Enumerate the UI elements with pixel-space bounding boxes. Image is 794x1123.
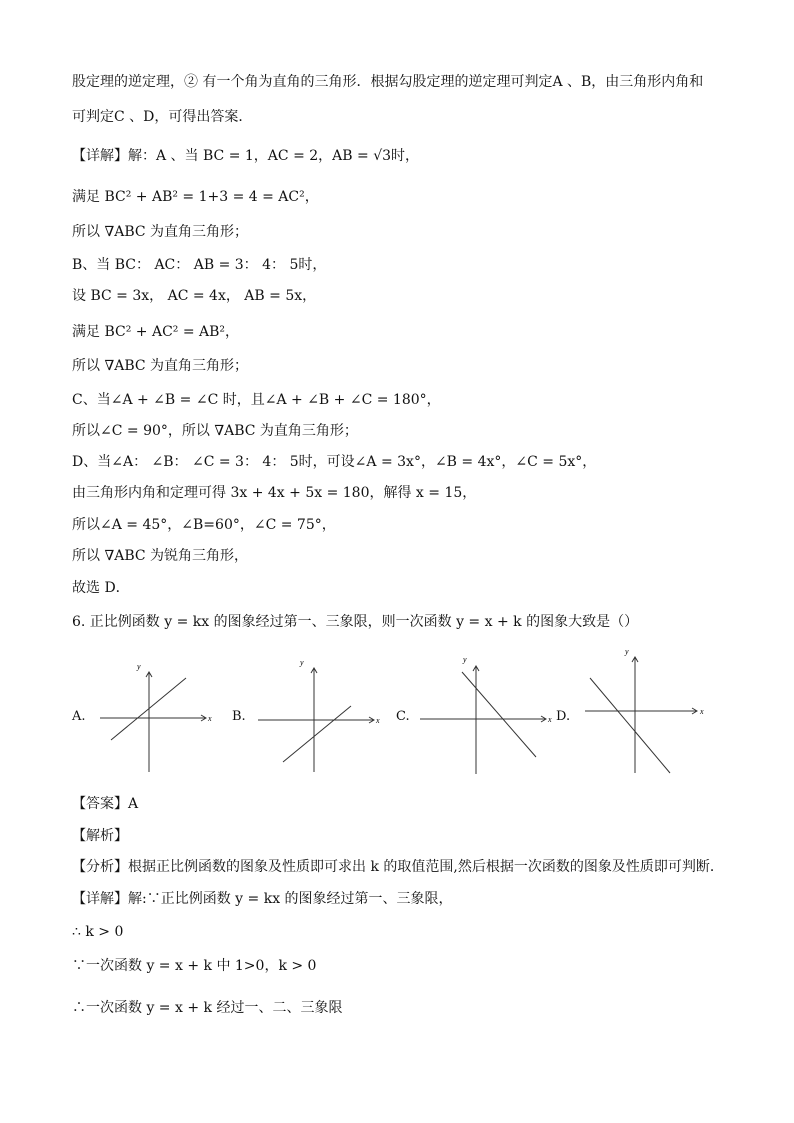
question-stem: 6. 正比例函数 y = kx 的图象经过第一、三象限，则一次函数 y = x + k 的图象大致是（）: [72, 614, 639, 630]
option-a-label: A.: [72, 709, 86, 724]
option-b-graph: [258, 650, 383, 775]
text-line: 满足 BC² + AB² = 1+3 = 4 = AC²，: [72, 189, 319, 205]
analysis-heading: 【解析】: [72, 828, 128, 844]
option-b-label: B.: [232, 709, 246, 724]
text-line: 所以∠A = 45°，∠B=60°，∠C = 75°，: [72, 517, 336, 533]
y-axis-label: y: [463, 655, 467, 664]
graph-line: [283, 706, 351, 762]
option-d-label: D.: [556, 709, 571, 724]
text-line: 所以 ∇ABC 为直角三角形；: [72, 358, 249, 374]
analysis-text: 【分析】根据正比例函数的图象及性质即可求出 k 的取值范围,然后根据一次函数的图象及性质即可判断．: [72, 859, 724, 875]
text-line: C、当∠A + ∠B = ∠C 时，且∠A + ∠B + ∠C = 180°，: [72, 392, 441, 408]
detail-line: ∴ k > 0: [72, 924, 124, 940]
answer-line: 【答案】A: [72, 796, 139, 812]
text-line: 故选 D．: [72, 580, 130, 596]
text-line: 所以∠C = 90°，所以 ∇ABC 为直角三角形；: [72, 423, 358, 439]
y-axis-label: y: [300, 658, 304, 667]
x-axis-label: x: [548, 715, 552, 724]
option-c-graph: [420, 650, 555, 780]
text-line: 股定理的逆定理，② 有一个角为直角的三角形．根据勾股定理的逆定理可判定A 、B，由三角形内角和: [72, 74, 704, 90]
x-axis-label: x: [208, 714, 212, 723]
option-c-label: C.: [396, 709, 410, 724]
text-line: B、当 BC： AC： AB = 3： 4： 5时，: [72, 257, 327, 273]
y-axis-label: y: [625, 647, 629, 656]
graph-line: [590, 678, 670, 773]
text-line: 设 BC = 3x， AC = 4x， AB = 5x，: [72, 288, 317, 304]
x-axis-label: x: [700, 707, 704, 716]
text-line: 由三角形内角和定理可得 3x + 4x + 5x = 180，解得 x = 15，: [72, 485, 477, 501]
option-d-graph: [585, 645, 715, 780]
text-line: 所以 ∇ABC 为直角三角形；: [72, 224, 249, 240]
graph-line: [462, 672, 536, 757]
x-axis-label: x: [376, 716, 380, 725]
text-line: 可判定C 、D，可得出答案．: [72, 109, 253, 125]
text-line: D、当∠A： ∠B： ∠C = 3： 4： 5时，可设∠A = 3x°，∠B = 4x°，∠C = 5x°，: [72, 454, 597, 470]
detail-line: 【详解】解:∵正比例函数 y = kx 的图象经过第一、三象限，: [72, 891, 453, 907]
text-line: 满足 BC² + AC² = AB²，: [72, 324, 240, 340]
option-a-graph: [100, 650, 220, 775]
detail-line: ∴一次函数 y = x + k 经过一、二、三象限: [72, 1000, 343, 1016]
text-line: 所以 ∇ABC 为锐角三角形，: [72, 548, 249, 564]
y-axis-label: y: [137, 662, 141, 671]
text-line: 【详解】解：A 、当 BC = 1，AC = 2，AB = √3时，: [72, 148, 420, 164]
detail-line: ∵一次函数 y = x + k 中 1>0，k > 0: [72, 958, 317, 974]
